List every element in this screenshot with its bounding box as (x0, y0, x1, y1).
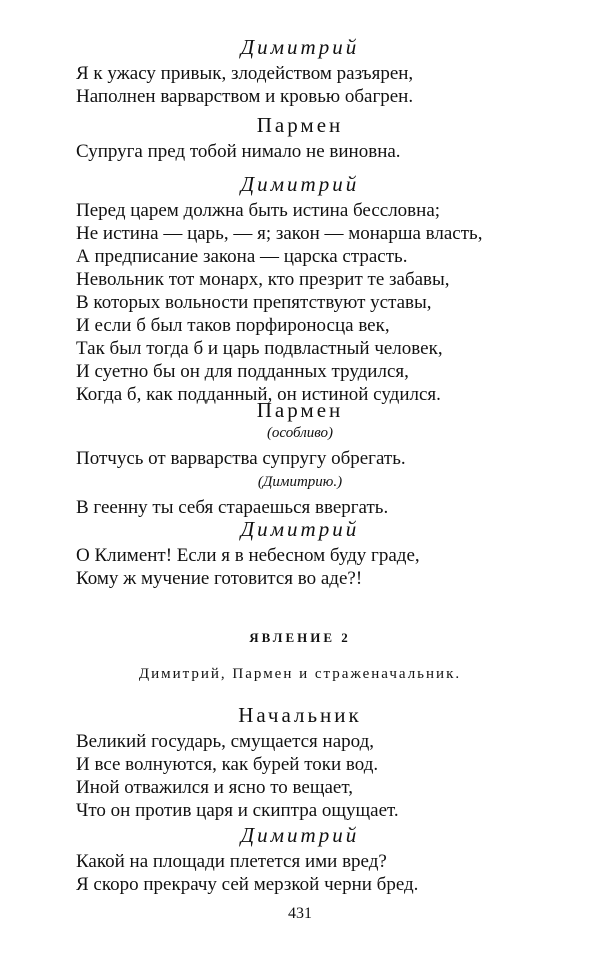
verse (0, 730, 600, 822)
scene-heading: ЯВЛЕНИЕ 2 (249, 630, 351, 645)
verse (0, 544, 600, 590)
speech-block (0, 397, 600, 519)
speaker-name: Димитрий (240, 172, 360, 196)
verse-line: В которых вольности препятствуют уставы, (76, 292, 432, 313)
verse-line: Так был тогда б и царь подвластный человек, (76, 338, 443, 359)
verse (0, 62, 600, 108)
stage-direction: (Димитрию.) (257, 474, 343, 490)
verse-line: Когда б, как подданный, он истиной судился. (76, 384, 441, 405)
verse-line: Не истина — царь, — я; закон — монарша власть, (76, 223, 483, 244)
verse (0, 199, 600, 406)
verse-line: Наполнен варварством и кровью обагрен. (76, 86, 414, 107)
verse-line: Я скоро прекрачу сей мерзкой черни бред. (76, 874, 419, 895)
page-number: 431 (288, 905, 312, 922)
verse-line: Невольник тот монарх, кто презрит те забавы, (76, 269, 450, 290)
verse-line: И все волнуются, как бурей токи вод. (76, 754, 379, 775)
verse-line: Какой на площади плетется ими вред? (76, 851, 387, 872)
verse-line: Я к ужасу привык, злодейством разъярен, (76, 63, 414, 84)
verse-line: Что он против царя и скиптра ощущает. (76, 800, 399, 821)
speaker-name: Димитрий (240, 823, 360, 847)
verse-line: Перед царем должна быть истина бессловна; (76, 200, 441, 221)
speaker-name: Димитрий (240, 517, 360, 541)
verse-line: Потчусь от варварства супругу обрегать. (76, 448, 406, 469)
verse-line: И суетно бы он для подданных трудился, (76, 361, 409, 382)
speech-block (0, 112, 600, 163)
verse-line: О Климент! Если я в небесном буду граде, (76, 545, 420, 566)
verse-line: Иной отважился и ясно то вещает, (76, 777, 353, 798)
speech-block (0, 34, 600, 108)
stage-direction: (особливо) (266, 425, 334, 441)
speech-block (0, 702, 600, 822)
speaker-name: Пармен (256, 398, 344, 422)
speech-block (0, 171, 600, 406)
verse-line: Супруга пред тобой нимало не виновна. (76, 141, 401, 162)
verse (0, 447, 600, 470)
speaker-name: Димитрий (240, 35, 360, 59)
verse (0, 850, 600, 896)
speech-block (0, 822, 600, 896)
verse (0, 140, 600, 163)
verse-line: Кому ж мучение готовится во аде?! (76, 568, 363, 589)
verse-line: А предписание закона — царска страсть. (76, 246, 408, 267)
speaker-name: Пармен (256, 113, 344, 137)
verse-line: Великий государь, смущается народ, (76, 731, 374, 752)
verse-line: В геенну ты себя стараешься ввергать. (76, 497, 389, 518)
speech-block (0, 516, 600, 590)
verse-line: И если б был таков порфироносца век, (76, 315, 390, 336)
speaker-name: Начальник (238, 703, 362, 727)
scene-cast: Димитрий, Пармен и страженачальник. (138, 666, 462, 682)
